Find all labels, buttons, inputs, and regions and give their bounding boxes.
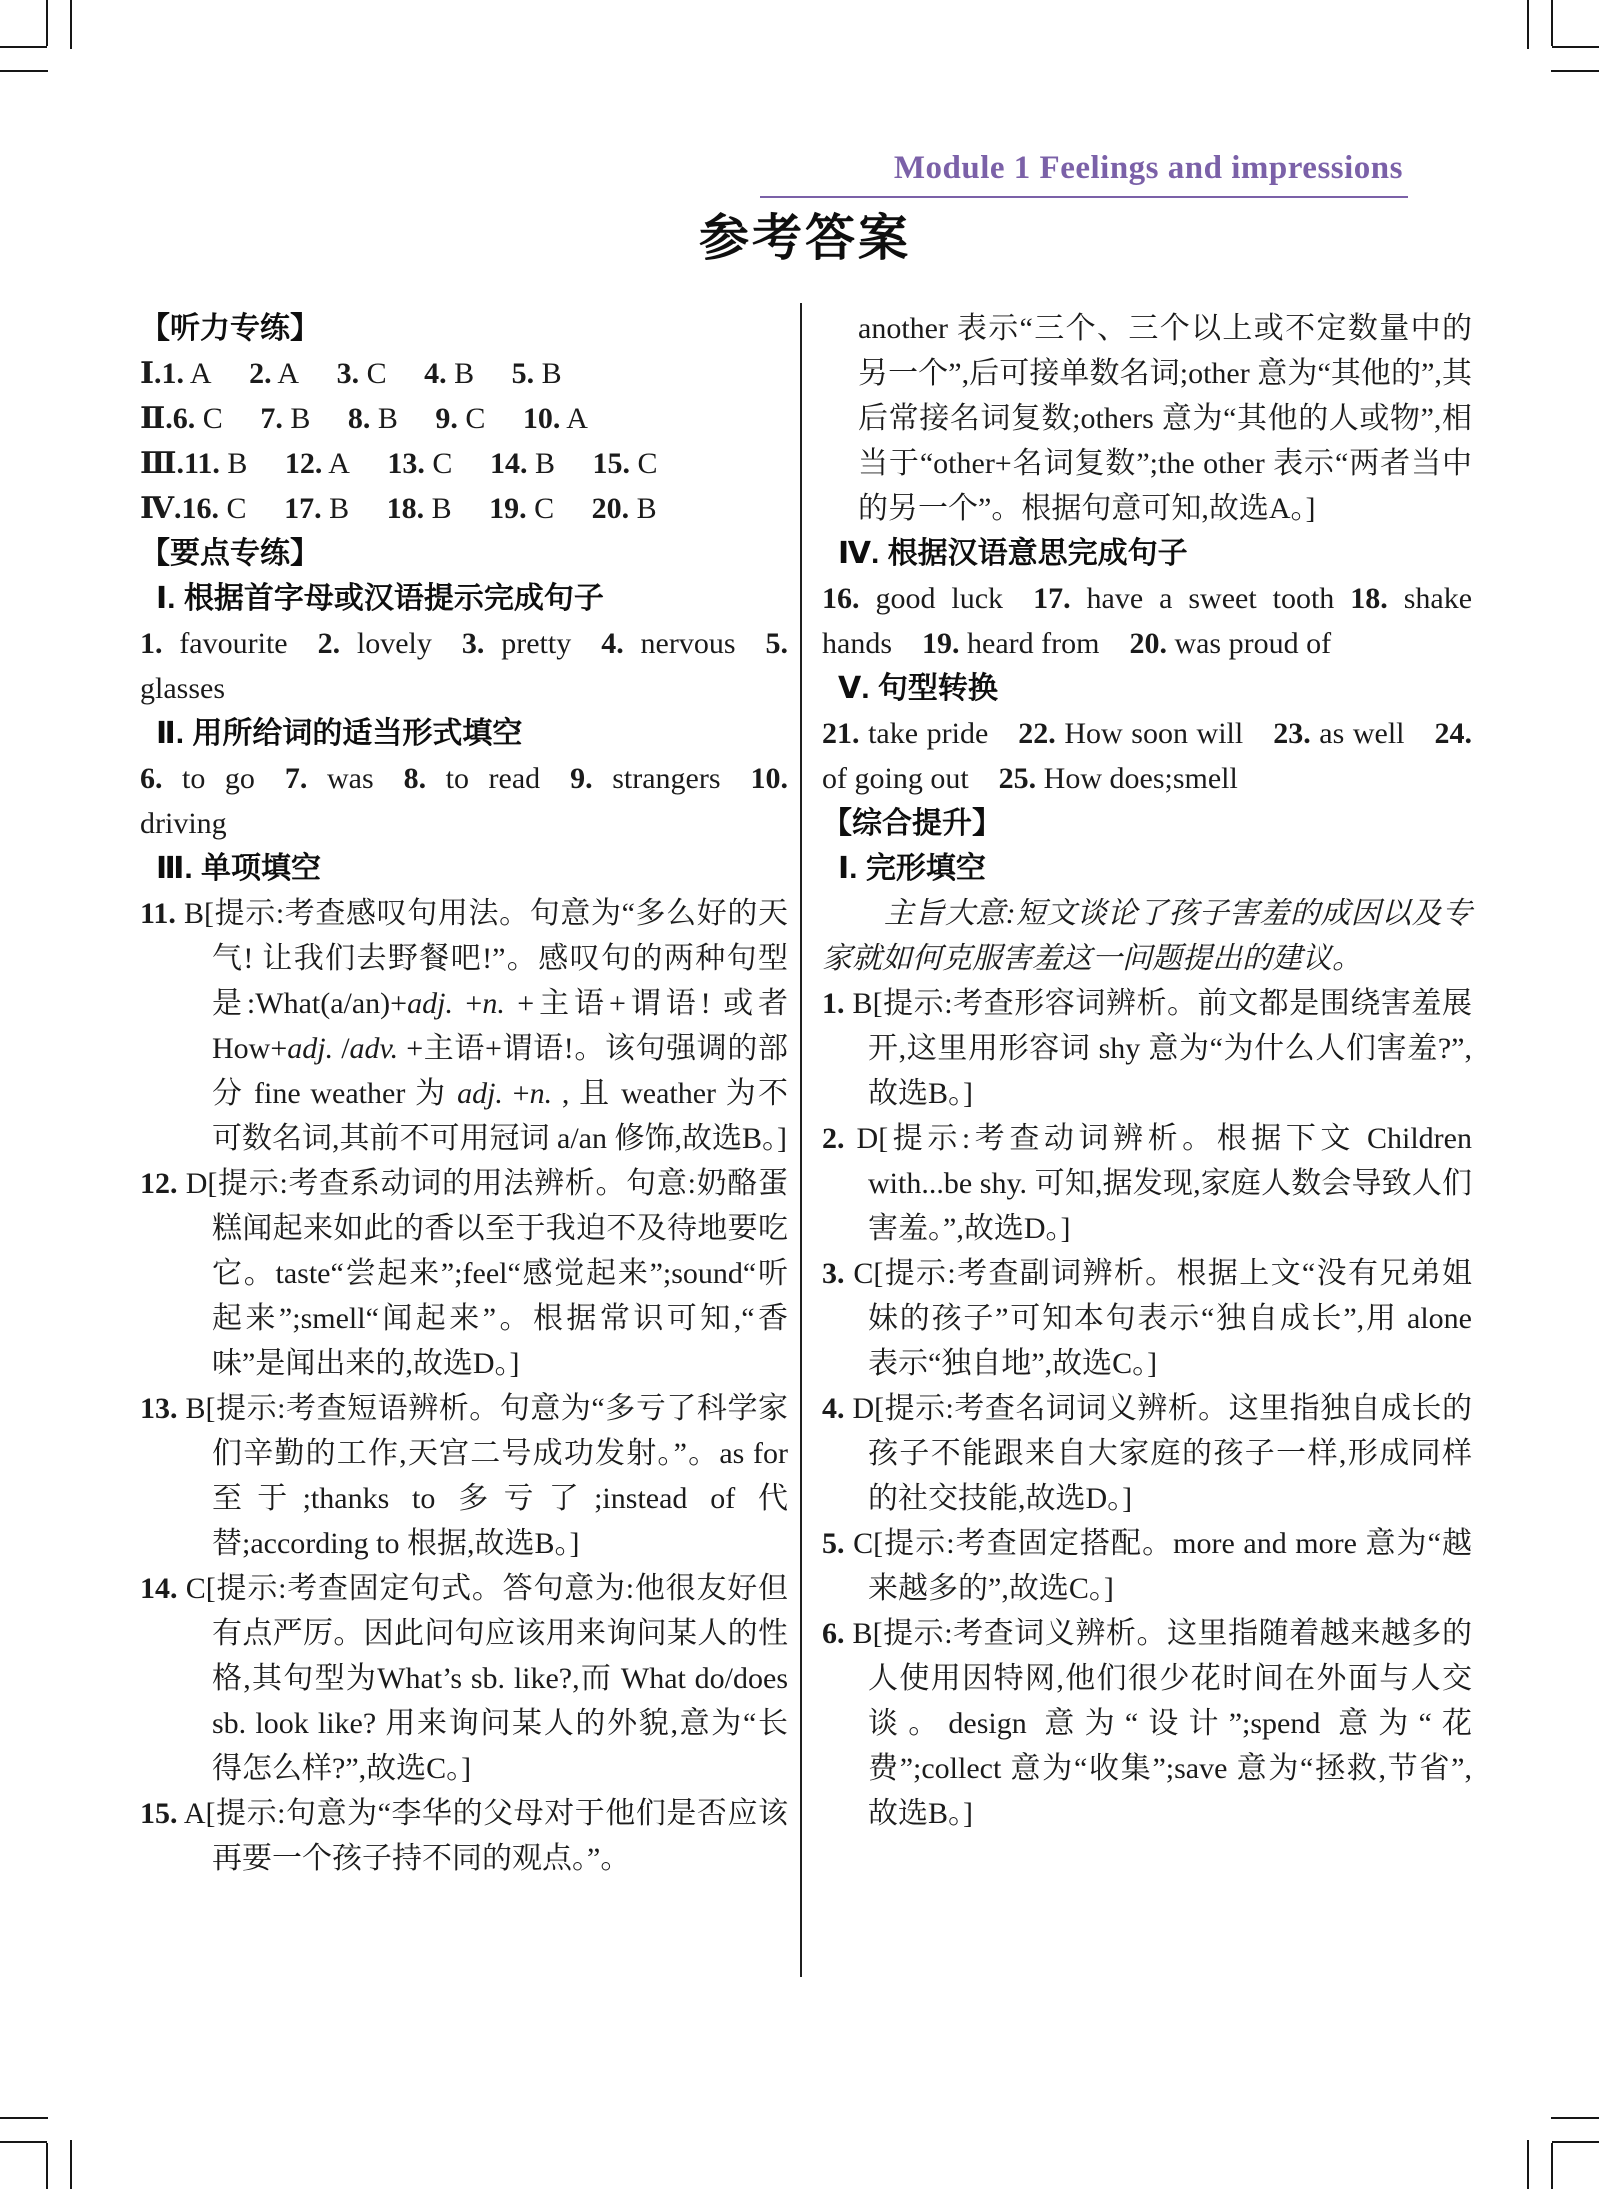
text-run: B bbox=[446, 357, 512, 390]
text-run: 7. bbox=[284, 762, 308, 795]
text-run: 5. bbox=[511, 357, 535, 390]
text-run: 18. bbox=[386, 492, 425, 525]
text-run: Ⅳ.16. bbox=[140, 492, 220, 525]
text-run: A bbox=[184, 357, 250, 390]
explanation-item bbox=[140, 1386, 788, 1566]
text-run: C bbox=[424, 447, 490, 480]
text-run: Ⅱ.6. bbox=[140, 402, 196, 435]
text-run: A bbox=[271, 357, 337, 390]
text-run: take pride bbox=[859, 717, 1019, 750]
text-run: 10. bbox=[522, 402, 561, 435]
module-header: Module 1 Feelings and impressions bbox=[893, 150, 1403, 186]
text-run: as well bbox=[1310, 717, 1435, 750]
crop-line bbox=[1551, 70, 1599, 72]
text-run: 13. bbox=[140, 1392, 178, 1425]
text-run: C bbox=[195, 402, 261, 435]
text-run: 20. bbox=[591, 492, 630, 525]
explanation-item bbox=[822, 1251, 1472, 1386]
explanation-item bbox=[140, 1791, 788, 1881]
explanation-item bbox=[140, 1161, 788, 1386]
page-title: 参考答案 bbox=[699, 210, 911, 266]
text-run: 2. bbox=[249, 357, 272, 390]
text-run: 19. bbox=[922, 627, 960, 660]
text-run: B[提示:考查感叹句用法。句意为“多么好的天气! 让我们去野餐吧!”。感叹句的两种句型是:What(a/an)+ bbox=[175, 897, 788, 1020]
text-run: B bbox=[219, 447, 285, 480]
crop-line bbox=[1552, 46, 1599, 48]
text-run: driving bbox=[140, 807, 227, 840]
text-run: 9. bbox=[435, 402, 458, 435]
answer-list bbox=[140, 756, 788, 846]
text-run: 8. bbox=[403, 762, 427, 795]
text-run: D[提示:考查系动词的用法辨析。句意:奶酪蛋糕闻起来如此的香以至于我迫不及待地要吃它。taste“尝起来”;feel“感觉起来”;sound“听起来”;smell“闻起来”。根据常识可知,“香味”是闻出来的,故选D。] bbox=[177, 1167, 788, 1380]
text-run: n. bbox=[482, 987, 505, 1020]
text-run: good luck bbox=[859, 582, 1034, 615]
text-run: C bbox=[219, 492, 285, 525]
text-run: favourite bbox=[162, 627, 318, 660]
text-run: 12. bbox=[284, 447, 323, 480]
text-run: A[提示:句意为“李华的父母对于他们是否应该再要一个孩子持不同的观点。”。 bbox=[177, 1797, 788, 1875]
text-run: B bbox=[370, 402, 436, 435]
text-run: Ⅱ. 用所给词的适当形式填空 bbox=[156, 717, 523, 750]
text-run: 5. bbox=[765, 627, 788, 660]
text-run: B[提示:考查形容词辨析。前文都是围绕害羞展开,这里用形容词 shy 意为“为什么人们害羞?”,故选B。] bbox=[844, 987, 1472, 1110]
text-run: B[提示:考查词义辨析。这里指随着越来越多的人使用因特网,他们很少花时间在外面与人交谈。design 意为“设计”;spend 意为“花费”;collect 意为“收集”;save 意为“拯救,节省”,故选B。] bbox=[844, 1617, 1472, 1830]
section-title bbox=[140, 306, 788, 351]
text-run: 18. bbox=[1350, 582, 1388, 615]
explanation-item bbox=[822, 1386, 1472, 1521]
text-run: 【听力专练】 bbox=[140, 312, 320, 345]
text-run: B bbox=[282, 402, 348, 435]
text-run: adj. bbox=[287, 1032, 334, 1065]
text-run: C bbox=[629, 447, 658, 480]
crop-line bbox=[1551, 0, 1553, 46]
text-run: +主语+谓语!。该句强调的部分 fine weather 为 bbox=[212, 1032, 788, 1110]
explanation-item bbox=[822, 1611, 1472, 1836]
text-run: was proud of bbox=[1166, 627, 1332, 660]
text-run: have a sweet tooth bbox=[1070, 582, 1351, 615]
text-run: glasses bbox=[140, 672, 225, 705]
text-run: + bbox=[502, 1077, 530, 1110]
text-run: pretty bbox=[484, 627, 602, 660]
crop-line bbox=[46, 2143, 48, 2189]
text-run: 3. bbox=[336, 357, 360, 390]
text-run: 1. bbox=[822, 987, 845, 1020]
answer-row bbox=[140, 351, 788, 396]
text-run: B bbox=[424, 492, 490, 525]
answer-list bbox=[822, 711, 1472, 801]
subsection-heading bbox=[822, 531, 1472, 576]
text-run: B[提示:考查短语辨析。句意为“多亏了科学家们辛勤的工作,天宫二号成功发射。”。as for 至于;thanks to 多亏了;instead of 代替;according to 根据,故选B。] bbox=[177, 1392, 788, 1560]
text-run: lovely bbox=[340, 627, 462, 660]
subsection-heading bbox=[140, 846, 788, 891]
crop-line bbox=[70, 2140, 72, 2189]
text-run: B bbox=[321, 492, 387, 525]
text-run: was bbox=[307, 762, 404, 795]
text-run: 1. bbox=[140, 627, 163, 660]
text-run: / bbox=[333, 1032, 350, 1065]
text-run: Ⅲ. 单项填空 bbox=[156, 852, 322, 885]
text-run: C[提示:考查副词辨析。根据上文“没有兄弟姐妹的孩子”可知本句表示“独自成长”,用 alone 表示“独自地”,故选C。] bbox=[844, 1257, 1472, 1380]
text-run: 15. bbox=[140, 1797, 178, 1830]
text-run: another 表示“三个、三个以上或不定数量中的另一个”,后可接单数名词;other 意为“其他的”,其后常接名词复数;others 意为“其他的人或物”,相当于“other+名词复数”;the other 表示“两者当中的另一个”。根据句意可知,故选A。] bbox=[858, 312, 1472, 525]
text-run: C bbox=[359, 357, 425, 390]
text-run: 【综合提升】 bbox=[822, 807, 1002, 840]
text-run: B bbox=[534, 357, 562, 390]
text-run: 主旨大意:短文谈论了孩子害羞的成因以及专家就如何克服害羞这一问题提出的建议。 bbox=[822, 897, 1472, 975]
text-run: + bbox=[452, 987, 483, 1020]
text-run: 6. bbox=[140, 762, 163, 795]
text-run: 19. bbox=[489, 492, 527, 525]
crop-line bbox=[1527, 2140, 1529, 2189]
text-run: C bbox=[526, 492, 592, 525]
subsection-heading bbox=[822, 846, 1472, 891]
text-run: 5. bbox=[822, 1527, 845, 1560]
text-run: Ⅰ. 完形填空 bbox=[838, 852, 986, 885]
right-column bbox=[822, 306, 1472, 1836]
text-run: +主语+谓语! 或者How+ bbox=[212, 987, 789, 1065]
crop-line bbox=[1551, 2117, 1599, 2119]
text-run: 14. bbox=[140, 1572, 178, 1605]
text-run: Ⅲ.11. bbox=[140, 447, 220, 480]
text-run: 10. bbox=[750, 762, 789, 795]
text-run: Ⅳ. 根据汉语意思完成句子 bbox=[838, 537, 1188, 570]
text-run: , 且 weather 为不可数名词,其前不可用冠词 a/an 修饰,故选B。] bbox=[212, 1077, 789, 1155]
explanation-item bbox=[140, 891, 788, 1161]
text-run: Ⅰ.1. bbox=[140, 357, 185, 390]
text-run: Ⅰ. 根据首字母或汉语提示完成句子 bbox=[156, 582, 604, 615]
text-run: 9. bbox=[570, 762, 593, 795]
text-run: 7. bbox=[260, 402, 283, 435]
text-run: shake hands bbox=[822, 582, 1473, 660]
text-run: of going out bbox=[822, 762, 999, 795]
text-run: A bbox=[560, 402, 588, 435]
answer-list bbox=[140, 621, 788, 711]
text-run: B bbox=[527, 447, 593, 480]
text-run: adj. bbox=[407, 987, 453, 1020]
passage-summary bbox=[822, 891, 1472, 981]
text-run: D[提示:考查动词辨析。根据下文 Children with...be shy. 可知,据发现,家庭人数会导致人们害羞。”,故选D。] bbox=[844, 1122, 1472, 1245]
explanation-item bbox=[822, 1116, 1472, 1251]
text-run: C bbox=[457, 402, 523, 435]
text-run: 17. bbox=[1033, 582, 1071, 615]
text-run: strangers bbox=[592, 762, 751, 795]
text-run: How soon will bbox=[1055, 717, 1274, 750]
text-run: B bbox=[629, 492, 657, 525]
text-run: to go bbox=[162, 762, 285, 795]
crop-line bbox=[0, 2141, 47, 2143]
explanation-item bbox=[822, 1521, 1472, 1611]
text-run: C[提示:考查固定搭配。more and more 意为“越来越多的”,故选C。] bbox=[844, 1527, 1472, 1605]
text-run: Ⅴ. 句型转换 bbox=[838, 672, 998, 705]
crop-line bbox=[46, 0, 48, 46]
text-run: 4. bbox=[822, 1392, 845, 1425]
text-run: 2. bbox=[317, 627, 341, 660]
text-run: 15. bbox=[592, 447, 630, 480]
text-run: How does;smell bbox=[1036, 762, 1238, 795]
left-column bbox=[140, 306, 788, 1881]
text-run: 12. bbox=[140, 1167, 178, 1200]
text-run: 4. bbox=[424, 357, 447, 390]
text-run: 23. bbox=[1273, 717, 1311, 750]
text-run: A bbox=[322, 447, 388, 480]
text-run: 25. bbox=[998, 762, 1037, 795]
text-run: 13. bbox=[387, 447, 425, 480]
crop-line bbox=[70, 0, 72, 49]
subsection-heading bbox=[140, 576, 788, 621]
text-run: 20. bbox=[1129, 627, 1167, 660]
crop-line bbox=[1551, 2143, 1553, 2189]
text-run: 6. bbox=[822, 1617, 845, 1650]
answer-row bbox=[140, 486, 788, 531]
text-run: adv. bbox=[349, 1032, 399, 1065]
text-run: 【要点专练】 bbox=[140, 537, 320, 570]
text-run: 22. bbox=[1018, 717, 1056, 750]
text-run: D[提示:考查名词词义辨析。这里指独自成长的孩子不能跟来自大家庭的孩子一样,形成同样的社交技能,故选D。] bbox=[844, 1392, 1472, 1515]
text-run: 2. bbox=[822, 1122, 845, 1155]
text-run: 3. bbox=[461, 627, 485, 660]
answer-list bbox=[822, 576, 1472, 666]
crop-line bbox=[1527, 0, 1529, 49]
crop-line bbox=[1552, 2141, 1599, 2143]
crop-line bbox=[0, 70, 48, 72]
column-divider-rule bbox=[800, 303, 802, 1977]
answer-row bbox=[140, 441, 788, 486]
text-run: 11. bbox=[140, 897, 176, 930]
text-run: 4. bbox=[601, 627, 624, 660]
answer-row bbox=[140, 396, 788, 441]
explanation-item bbox=[822, 981, 1472, 1116]
subsection-heading bbox=[140, 711, 788, 756]
text-run: 8. bbox=[347, 402, 371, 435]
text-run: 16. bbox=[822, 582, 860, 615]
text-run: C[提示:考查固定句式。答句意为:他很友好但有点严厉。因此问句应该用来询问某人的性格,其句型为What’s sb. like?,而 What do/does sb. look like? 用来询问某人的外貌,意为“长得怎么样?”,故选C。] bbox=[177, 1572, 788, 1785]
text-run: 17. bbox=[284, 492, 322, 525]
text-run: n. bbox=[529, 1077, 553, 1110]
text-run: nervous bbox=[623, 627, 766, 660]
crop-line bbox=[0, 46, 47, 48]
section-title bbox=[140, 531, 788, 576]
text-run: to read bbox=[426, 762, 571, 795]
continuation-paragraph bbox=[822, 306, 1472, 531]
crop-line bbox=[0, 2117, 48, 2119]
text-run: adj. bbox=[457, 1077, 503, 1110]
subsection-heading bbox=[822, 666, 1472, 711]
explanation-item bbox=[140, 1566, 788, 1791]
text-run: 3. bbox=[822, 1257, 845, 1290]
text-run: 21. bbox=[822, 717, 860, 750]
text-run: 24. bbox=[1434, 717, 1473, 750]
text-run: heard from bbox=[959, 627, 1130, 660]
section-title bbox=[822, 801, 1472, 846]
text-run: 14. bbox=[489, 447, 528, 480]
